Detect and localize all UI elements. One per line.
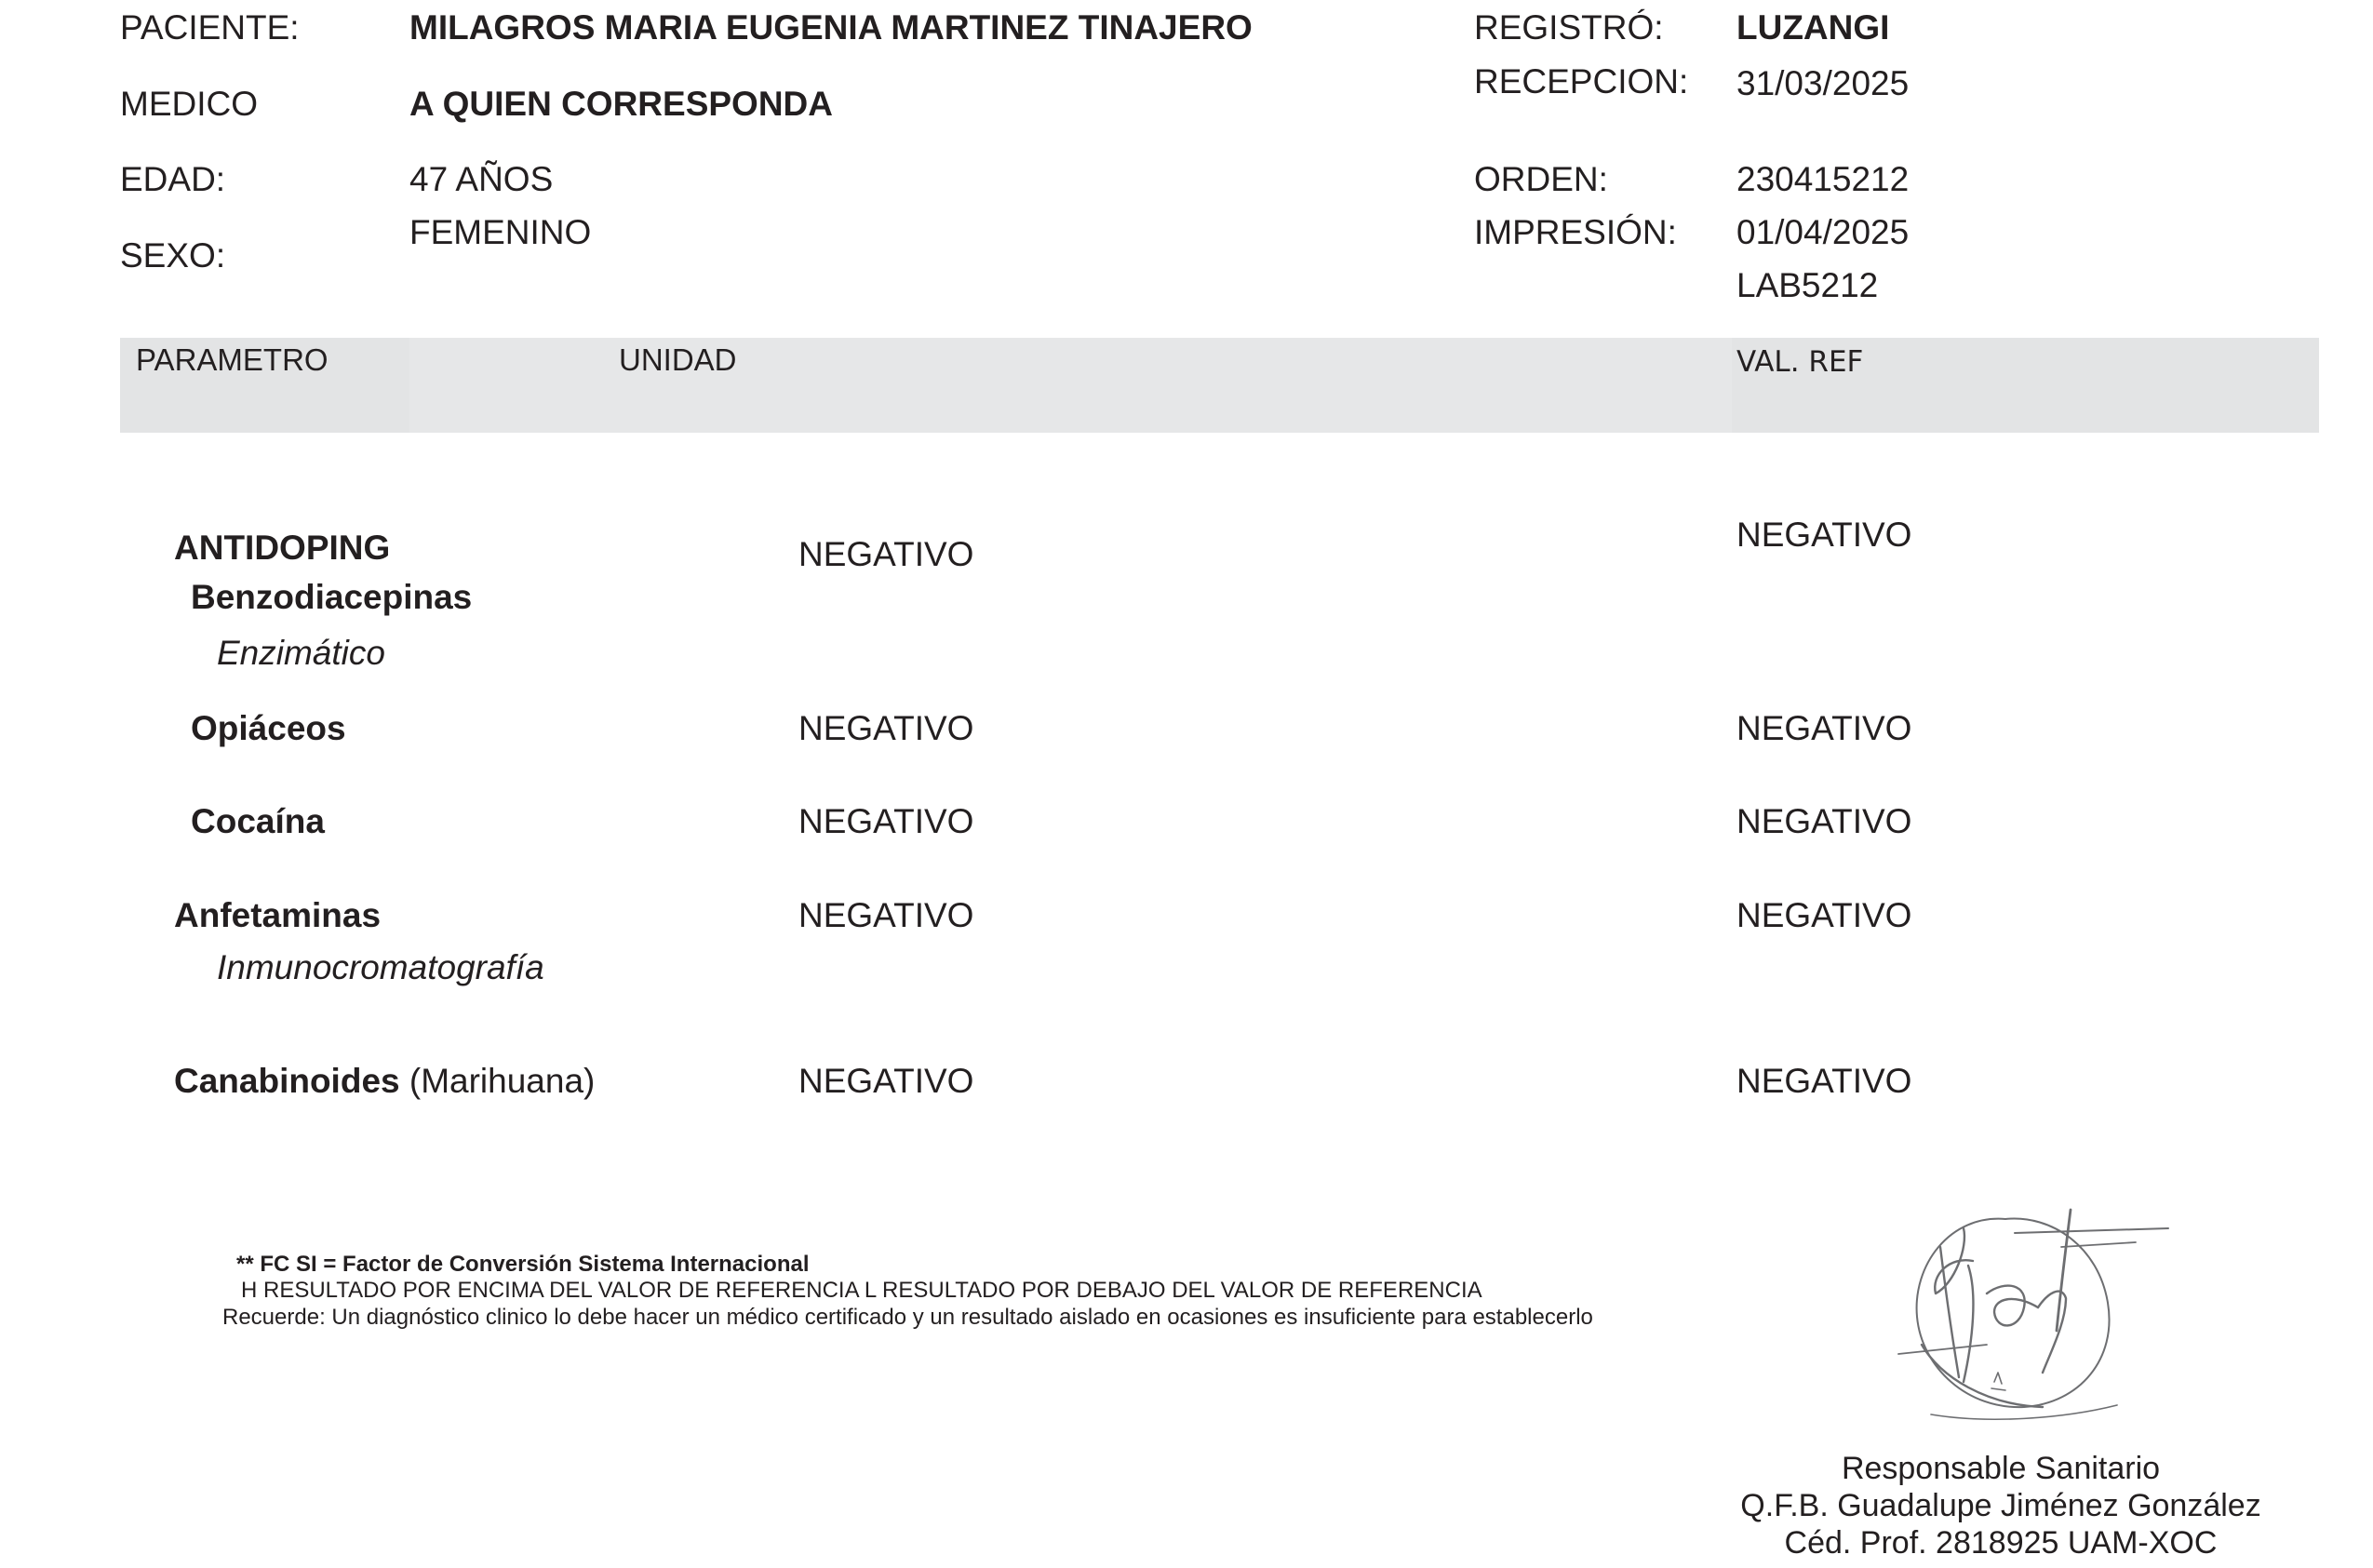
- lab-code: LAB5212: [1736, 266, 1879, 304]
- orden-value: 230415212: [1736, 160, 1910, 198]
- sexo-value: FEMENINO: [409, 213, 592, 251]
- result-canabinoides: NEGATIVO: [798, 1062, 974, 1100]
- impresion-value: 01/04/2025: [1736, 213, 1910, 251]
- signature-name: Q.F.B. Guadalupe Jiménez González: [1740, 1488, 2261, 1523]
- ref-cocaina: NEGATIVO: [1736, 802, 1912, 840]
- signature-title: Responsable Sanitario: [1841, 1451, 2161, 1486]
- param-canabinoides-row: [174, 1064, 595, 1098]
- method-enzimatico: Enzimático: [217, 634, 385, 672]
- sexo-label: SEXO:: [120, 236, 226, 275]
- registro-value: LUZANGI: [1736, 8, 1890, 47]
- method-inmunocromatografia: Inmunocromatografía: [217, 948, 544, 986]
- header-unidad: UNIDAD: [619, 342, 737, 377]
- ref-canabinoides: NEGATIVO: [1736, 1062, 1912, 1100]
- result-benzodiacepinas: NEGATIVO: [798, 535, 974, 573]
- recepcion-value: 31/03/2025: [1736, 64, 1910, 102]
- handwritten-signature: [1875, 1191, 2178, 1424]
- table-header-band: [120, 338, 2319, 433]
- header-parametro: PARAMETRO: [136, 342, 328, 377]
- ref-opiaceos: NEGATIVO: [1736, 709, 1912, 747]
- orden-label: ORDEN:: [1474, 160, 1608, 198]
- param-canabinoides-note: (Marihuana): [409, 1062, 596, 1100]
- footnote-fc-si: ** FC SI = Factor de Conversión Sistema Internacional: [236, 1252, 810, 1277]
- param-benzodiacepinas: Benzodiacepinas: [191, 578, 473, 616]
- recepcion-label: RECEPCION:: [1474, 62, 1689, 101]
- paciente-label: PACIENTE:: [120, 8, 300, 47]
- registro-label: REGISTRÓ:: [1474, 8, 1664, 47]
- ref-anfetaminas: NEGATIVO: [1736, 896, 1912, 934]
- signature-cedula: Céd. Prof. 2818925 UAM-XOC: [1784, 1525, 2218, 1561]
- edad-value: 47 AÑOS: [409, 160, 554, 198]
- footnote-recuerde: Recuerde: Un diagnóstico clinico lo debe hacer un médico certificado y un resultado aislado en ocasiones es insuficiente para establecerlo: [222, 1305, 1593, 1330]
- section-title-antidoping: ANTIDOPING: [174, 529, 391, 567]
- param-canabinoides: Canabinoides: [174, 1062, 400, 1100]
- edad-label: EDAD:: [120, 160, 226, 198]
- impresion-label: IMPRESIÓN:: [1474, 213, 1677, 251]
- result-opiaceos: NEGATIVO: [798, 709, 974, 747]
- param-cocaina: Cocaína: [191, 802, 325, 840]
- footnote-h-l: H RESULTADO POR ENCIMA DEL VALOR DE REFERENCIA L RESULTADO POR DEBAJO DEL VALOR DE REFERENCIA: [241, 1278, 1482, 1303]
- result-anfetaminas: NEGATIVO: [798, 896, 974, 934]
- header-val-ref: VAL. REF: [1736, 345, 1864, 379]
- ref-benzodiacepinas: NEGATIVO: [1736, 516, 1912, 554]
- paciente-value: MILAGROS MARIA EUGENIA MARTINEZ TINAJERO: [409, 8, 1253, 47]
- param-opiaceos: Opiáceos: [191, 709, 346, 747]
- result-cocaina: NEGATIVO: [798, 802, 974, 840]
- param-anfetaminas: Anfetaminas: [174, 896, 382, 934]
- medico-value: A QUIEN CORRESPONDA: [409, 85, 834, 123]
- medico-label: MEDICO: [120, 85, 258, 123]
